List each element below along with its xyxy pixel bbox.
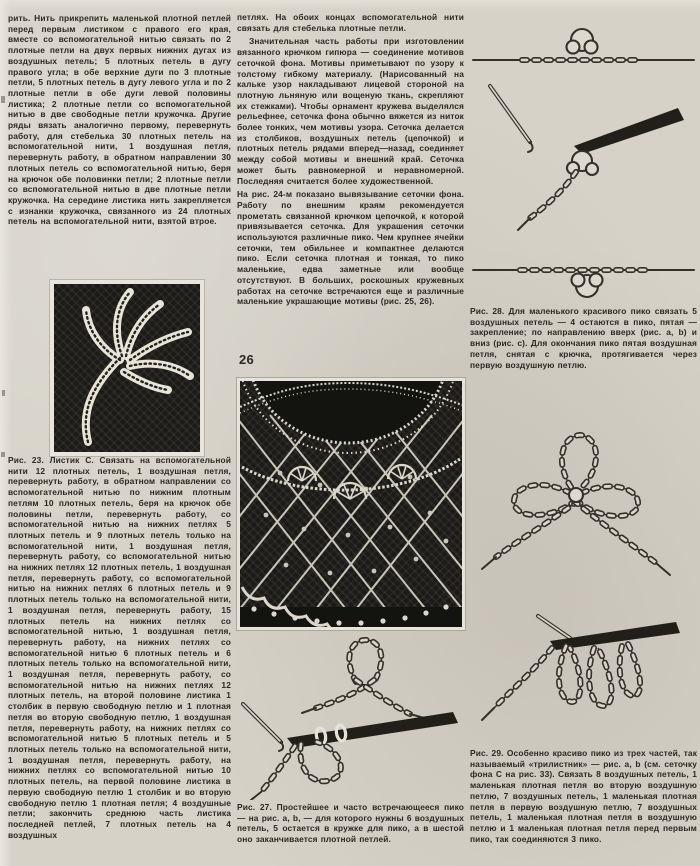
middle-column-text	[237, 12, 464, 357]
figure-26-number: 26	[239, 352, 255, 367]
thin-needle-icon	[538, 616, 570, 638]
thin-needle-icon	[490, 86, 533, 152]
figure-28-label: Рис. 28.	[470, 306, 505, 316]
figure-29a-trefoil-diagram	[470, 425, 697, 625]
figure-29b-hook-diagram	[470, 612, 697, 752]
photo-dark-background	[240, 381, 462, 627]
crochet-hook-icon	[287, 712, 458, 748]
picot-knot-icon	[567, 151, 598, 175]
figure-29-caption	[470, 748, 697, 844]
paragraph-net: На рис. 24-м показано вывязывание сеточки фона. Работу по внешним краям рекомендуется прометать связанной крючком цепочкой, к которой привязывается сеточка. Для украшения сеточки используются различные пико. Чем крупнее ячейки сеточки, тем обильнее и компактнее делаются пико. Если сеточка плотная и тонкая, то пико маленькие, едва заметные или вообще отсутствуют. В больших, роскошных кружевных работах на сеточке встречаются еще и различные маленькие украшающие мотивы (рис. 25, 26).	[237, 189, 464, 307]
chain-loop	[251, 742, 341, 800]
leaf-spray-icon	[86, 292, 190, 442]
figure-27-label: Рис. 27.	[237, 802, 272, 812]
figure-29-text: Особенно красиво пико из трех частей, так называемый «трилистник» — рис. a, b (см. сеточку фона C на рис. 33). Связать 8 воздушных петель, 1 маленькая плотная петля во вторую воздушную петлю, 7 воздушных петель, 1 маленькая плотная петля в первую воздушную петлю, 7 воздушных петель, 1 маленькая плотная петля в воздушную петлю и 1 маленькая плотная петля перед первым пико, так соединяются 3 пико.	[470, 748, 698, 844]
bottom-scallop-border	[240, 587, 462, 627]
figure-26-lace-photo	[237, 378, 465, 630]
figure-23-text: Листик C. Связать на вспомогательной нити 12 плотных петель, 1 воздушная петля, перевернуть работу, в обратном направлении со вспомогательной нитью по нижним плотным петлям 10 плотных петель, беря на крючок обе половины петли, перевернуть работу, со вспомогательной нитью на нижних петлях 5 плотных петель и 9 плотных петель только на вспомогательной нити, 1 воздушная петля, перевернуть работу, со вспомогательной нитью на нижних петлях 12 плотных петель, 1 воздушная петля, перевернуть работу, со вспомогательной нитью на нижних петлях 6 плотных петель и 9 плотных петель только на вспомогательной нити, 1 воздушная петля, перевернуть работу, 15 плотных петель на нижних петлях со вспомогательной нитью, 1 воздушная петля, перевернуть работу, на нижних петлях со вспомогательной нитью 6 плотных петель и 6 плотных петель только на вспомогательной нити, 1 воздушная петля, перевернуть работу, со вспомогательной нитью на нижних петлях 12 плотных петель, на второй половине листика 1 столбик в первую свободную петлю и 1 плотная петля во вторую свободную петлю, 1 воздушная петля, перевернуть работу, на нижних петлях со вспомогательной нитью 5 плотных петель и 5 плотных петель только на вспомогательной нити, 1 воздушная петля, перевернуть работу, на нижних петлях со вспомогательной нитью 10 плотных петель, на первой половине листика в первую свободную петлю 1 столбик и во вторую свободную петлю 1 плотная петля; 4 воздушные петли; закончить среднюю часть листика последней петлей, 7 плотных петель на 4 воздушных	[8, 455, 231, 840]
figure-28c-picot-down-diagram	[470, 244, 697, 302]
figure-28a-picot-up-diagram	[470, 22, 697, 74]
scan-artifact	[2, 390, 5, 396]
chain-tail	[518, 172, 576, 230]
trefoil-picot-icon	[482, 435, 670, 575]
figure-29-label: Рис. 29.	[470, 748, 504, 758]
leaf-motif-illustration	[54, 284, 200, 452]
figure-27-text: Простейшее и часто встречающееся пико — на рис. a, b, — для которого нужны 6 воздушных петель, 5 остается в кружке для пико, а в шестой оно заканчивается плотной петлей.	[237, 802, 465, 845]
picot-knot-icon	[567, 29, 598, 54]
paragraph-continuation: петлях. На обоих концах вспомогательной нити связать для стебелька плотные петли.	[237, 12, 464, 33]
figure-28-caption	[470, 306, 697, 370]
crochet-hook-icon	[574, 108, 684, 154]
chain-tail	[482, 648, 552, 720]
figure-23-label: Рис. 23.	[8, 455, 44, 465]
picot-knot-icon	[572, 274, 603, 298]
paragraph-continuation: рить. Нить прикрепить маленькой плотной петлей перед первым листиком с правого его края, вместе со вспомогательной нитью связать по 2 плотные петли на двух первых нижних дугах из воздушных петель; 5 плотных петель в дугу правого угла; в обе верхние дуги по 3 плотные петли, 5 плотных петель в дугу левого угла и по 2 плотные петли в обе дуги левой половины листика; 2 плотные петли со вспомогательной нитью в две свободные петли кружочка. Другие ряды вязать аналогично первому, перевернуть работу, для стебелька 30 плотных петель на вспомогательной нити, 1 воздушная петля, перевернуть работу, в обратном направлении 30 плотных петель со вспомогательной нитью, беря на крючок обе половинки петли; 2 плотные петли со вспомогательной нитью в две плотные петли кружочка. На середине листика нить закрепляется с изнанки кружочка, связанного из 24 плотных петель на вспомогательной нити, взятой втрое.	[8, 13, 231, 227]
lace-collar-illustration	[240, 381, 462, 627]
photo-dark-background	[54, 284, 200, 452]
figure-27-caption	[237, 802, 464, 845]
thin-needle-icon	[243, 704, 283, 751]
figure-23-leaf-photo	[50, 280, 204, 456]
scan-artifact	[1, 96, 5, 103]
left-column-top-text	[8, 13, 231, 271]
figure-28-text: Для маленького красивого пико связать 5 воздушных петель — 4 остаются в пико, пятая — закрепление; по направлению вверх (рис. a, b) и вниз (рис. c). Для окончания пико пятая воздушная петля, снятая с крючка, протягивается через первую воздушную петлю.	[470, 306, 698, 370]
left-column-bottom-text	[8, 455, 231, 863]
figure-23-description	[8, 455, 231, 840]
paragraph-gipure: Значительная часть работы при изготовлении вязанного крючком гипюра — соединение мотивов сеточкой фона. Мотивы приметывают по узору к толстому гибкому материалу. (Нарисованный на кальке узор накладывают лицевой стороной на плотную льняную или вощеную ткань, скрепляют их стежками). Чтобы орнамент кружева выделялся рельефнее, сеточка фона обычно вяжется из ниток более тонких, чем мотивы узора. Сеточка делается из столбиков, воздушных петель (цепочкой) и плотных петель рядами вперед—назад, соединяет между собой мотивы и внешний край. Сеточка может быть равномерной и неравномерной. Последняя считается более художественной.	[237, 36, 464, 186]
figure-28b-hook-diagram	[470, 80, 697, 242]
scan-artifact	[1, 452, 5, 457]
figure-27b-hook-diagram	[237, 698, 465, 800]
picot-loops	[559, 644, 640, 706]
